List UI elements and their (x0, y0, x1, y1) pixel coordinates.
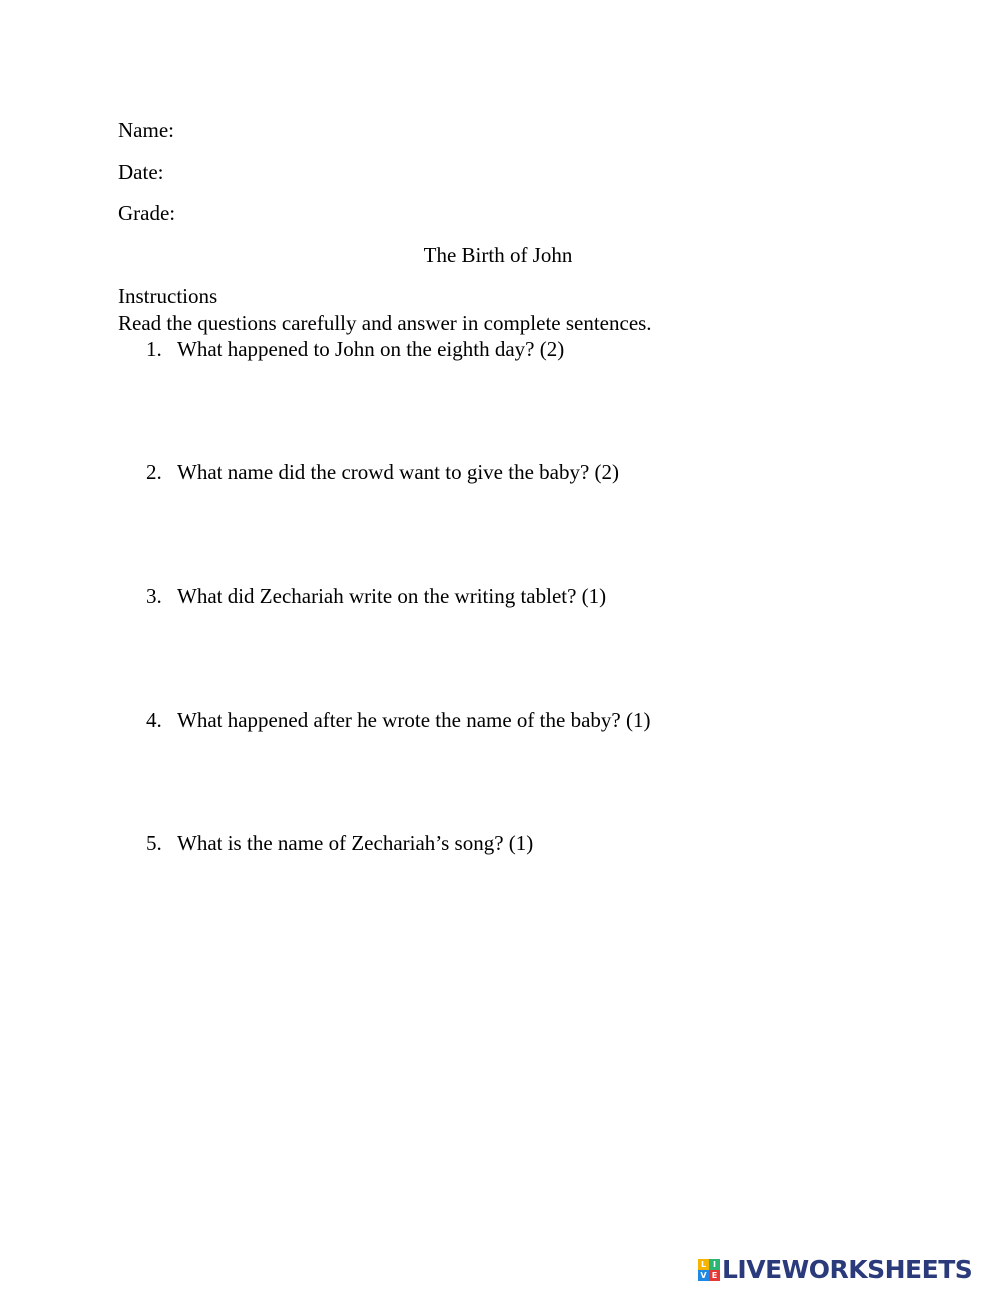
question-text: What happened after he wrote the name of the baby? (1) (177, 708, 651, 732)
liveworksheets-logo (698, 1257, 972, 1283)
question-text: What is the name of Zechariah’s song? (1) (177, 831, 534, 855)
logo-mark-letter: L (698, 1259, 709, 1270)
logo-mark-letter: V (698, 1270, 709, 1281)
question-item (146, 336, 564, 362)
question-text: What name did the crowd want to give the baby? (2) (177, 460, 620, 484)
name-label: Name: (118, 118, 174, 142)
liveworksheets-logo-text: LIVEWORKSHEETS (722, 1255, 973, 1284)
question-item (146, 459, 619, 485)
question-item (146, 583, 606, 609)
worksheet-title: The Birth of John (423, 243, 573, 267)
question-number: 2. (146, 460, 162, 484)
date-label: Date: (118, 160, 164, 184)
question-number: 3. (146, 584, 162, 608)
question-number: 4. (146, 708, 162, 732)
instructions-heading: Instructions (118, 284, 218, 308)
instructions-text: Read the questions carefully and answer in complete sentences. (118, 311, 652, 335)
question-number: 1. (146, 337, 162, 361)
logo-mark-letter: I (709, 1259, 720, 1270)
liveworksheets-logo-icon (698, 1259, 720, 1281)
grade-label: Grade: (118, 201, 176, 225)
logo-mark-letter: E (709, 1270, 720, 1281)
question-text: What happened to John on the eighth day? (2) (177, 337, 565, 361)
question-item (146, 707, 650, 733)
question-item (146, 830, 533, 856)
question-text: What did Zechariah write on the writing tablet? (1) (177, 584, 607, 608)
question-number: 5. (146, 831, 162, 855)
